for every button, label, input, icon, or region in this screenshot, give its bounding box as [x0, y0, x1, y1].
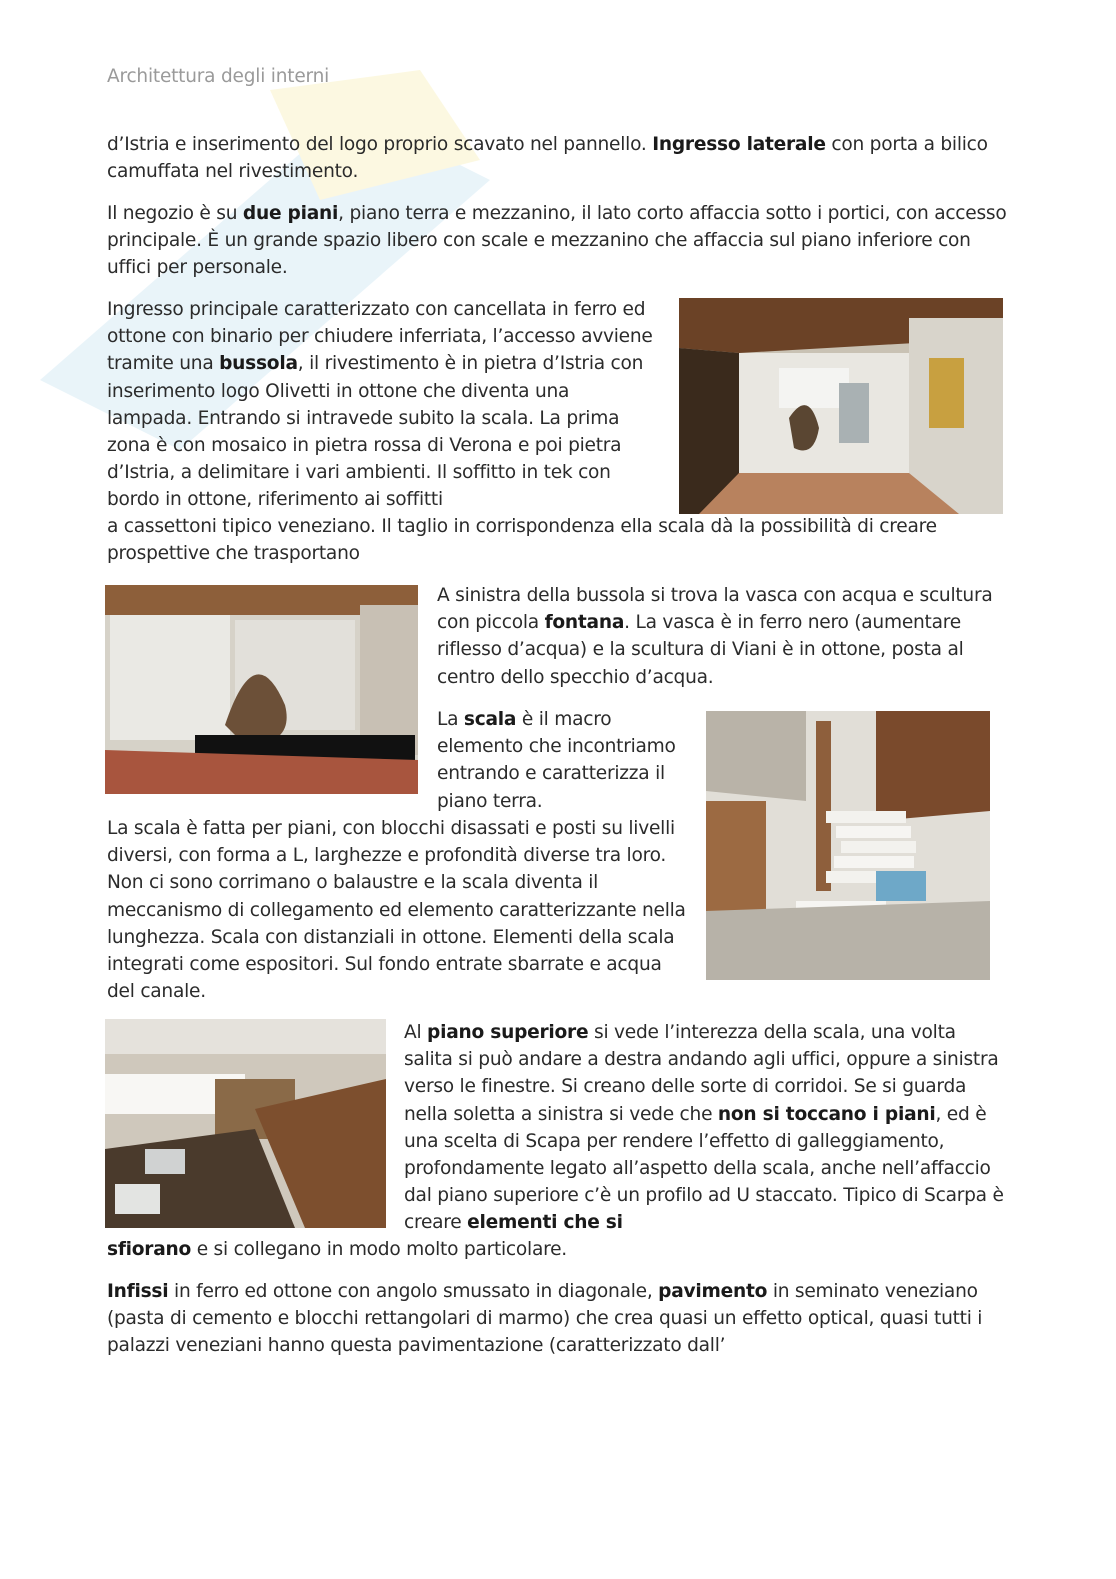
photo-entrance	[679, 298, 1003, 514]
bold-keyword: scala	[463, 709, 517, 730]
bold-keyword: due piani	[242, 203, 339, 224]
paragraph-fontana	[437, 582, 997, 691]
text-run: , piano terra e mezzanino, il lato corto affaccia sotto i portici, con accesso principale. È un grande spazio libero con scale e mezzanino che affaccia sul piano inferiore con uffici per personale.	[107, 203, 1007, 279]
bold-keyword: sfiorano	[107, 1239, 192, 1260]
text-run: si vede l’interezza della scala, una volta salita si può andare a destra andando agli uffici, oppure a sinistra verso le finestre. Si creano delle sorte di corridoi. Se si guarda nella soletta a sinistra si vede che	[404, 1022, 999, 1125]
paragraph-ingresso-principale	[107, 296, 657, 514]
text-run: . La vasca è in ferro nero (aumentare riflesso d’acqua) e la scultura di Viani è in ottone, posta al centro dello specchio d’acqua.	[437, 612, 964, 688]
text-run: in seminato veneziano (pasta di cemento e blocchi rettangolari di marmo) che crea quasi un effetto optical, quasi tutti i palazzi veneziani hanno questa pavimentazione (caratterizzato dall’	[107, 1281, 983, 1357]
bold-keyword: Ingresso laterale	[652, 134, 826, 155]
photo-upper-floor	[105, 1019, 386, 1228]
text-run: in ferro ed ottone con angolo smussato in diagonale,	[168, 1281, 659, 1302]
paragraph-due-piani	[107, 200, 1007, 282]
text-run: Al	[404, 1022, 428, 1043]
bold-keyword: elementi che si	[467, 1212, 623, 1234]
text-run: Il negozio è su	[107, 203, 243, 224]
text-run: d’Istria e inserimento del logo proprio scavato nel pannello.	[107, 134, 653, 155]
text-run: , ed è una scelta di Scapa per rendere l’effetto di galleggiamento, profondamente legato all’aspetto della scala, anche nell’affaccio dal piano superiore c’è un profilo ad U staccato. Tipico di Scarpa è creare	[404, 1103, 1004, 1234]
text-run: , il rivestimento è in pietra d’Istria con inserimento logo Olivetti in ottone che diventa una lampada. Entrando si intravede subito la scala. La prima zona è con mosaico in pietra rossa di Verona e poi pietra d’Istria, a delimitare i vari ambienti. Il soffitto in tek con bordo in ottone, riferimento ai soffitti	[107, 353, 644, 511]
text-run: con porta a bilico camuffata nel rivestimento.	[107, 134, 988, 183]
photo-staircase	[706, 711, 990, 980]
text-run: A sinistra della bussola si trova la vasca con acqua e scultura con piccola	[437, 585, 993, 634]
paragraph-ingresso-laterale	[107, 131, 1007, 185]
paragraph-scala-descrizione	[107, 815, 687, 1005]
text-run: La scala è fatta per piani, con blocchi disassati e posti su livelli diversi, con forma a L, larghezze e profondità diverse tra loro. Non ci sono corrimano o balaustre e la scala diventa il meccanismo di collegamento ed elemento caratterizzante nella lunghezza. Scala con distanziali in ottone. Elementi della scala integrati come espositori. Sul fondo entrate sbarrate e acqua del canale.	[107, 818, 686, 1003]
bold-keyword: pavimento	[658, 1281, 768, 1302]
text-run: è il macro elemento che incontriamo entrando e caratterizza il piano terra.	[437, 709, 676, 812]
paragraph-sfiorano	[107, 1236, 1007, 1263]
paragraph-scala-intro	[437, 706, 697, 815]
bold-keyword: piano superiore	[427, 1022, 589, 1043]
text-run: La	[437, 709, 464, 730]
text-run: a cassettoni tipico veneziano. Il taglio in corrispondenza ella scala dà la possibilità di creare prospettive che trasportano	[107, 516, 937, 565]
paragraph-infissi	[107, 1278, 1007, 1360]
paragraph-soffitto	[107, 513, 1007, 567]
bold-keyword: Infissi	[107, 1281, 169, 1302]
bold-keyword: non si toccano i piani	[717, 1103, 936, 1125]
photo-fountain-sculpture	[105, 585, 418, 794]
page-header: Architettura degli interni	[107, 66, 330, 87]
bold-keyword: bussola	[219, 353, 298, 375]
paragraph-piano-superiore	[404, 1019, 1004, 1237]
text-run: e si collegano in modo molto particolare.	[191, 1239, 567, 1260]
text-run: Ingresso principale caratterizzato con cancellata in ferro ed ottone con binario per chiudere inferriata, l’accesso avviene tramite una	[107, 299, 653, 375]
bold-keyword: fontana	[544, 612, 625, 634]
